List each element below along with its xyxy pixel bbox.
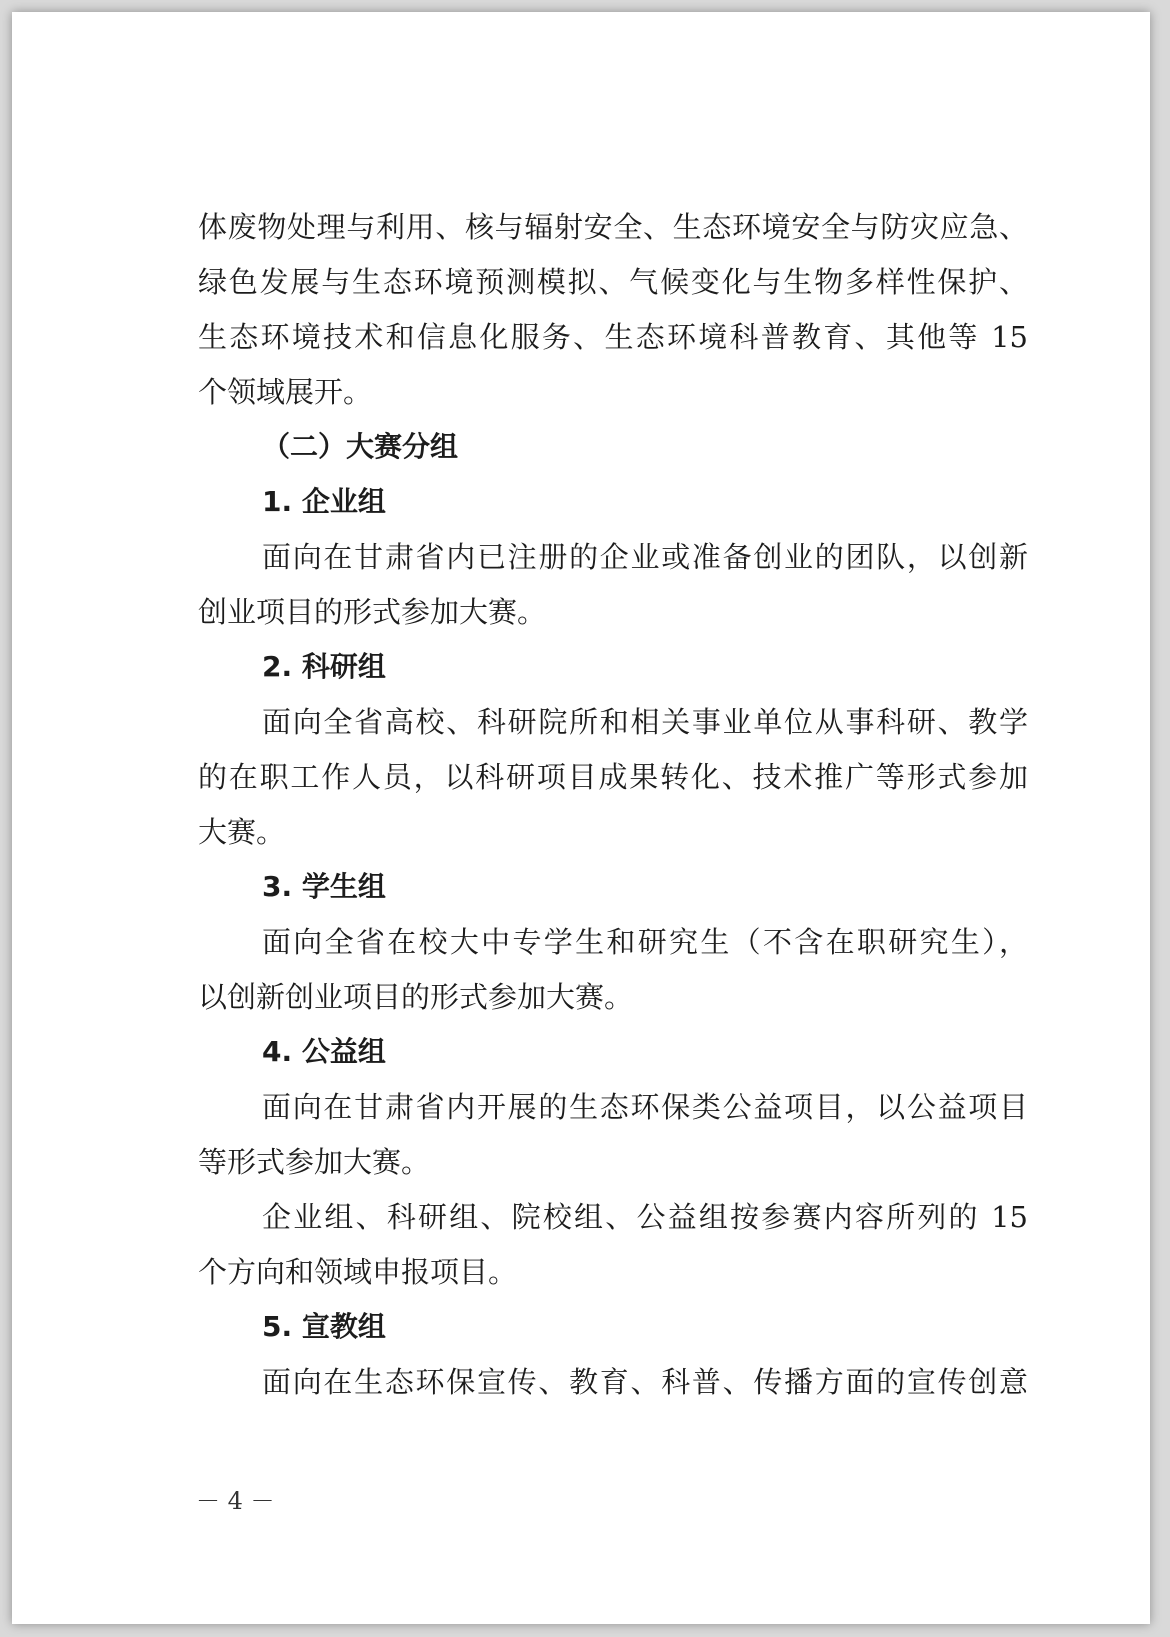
body-text-line: 企业组、科研组、院校组、公益组按参赛内容所列的 15 bbox=[262, 1200, 1028, 1234]
document-page bbox=[12, 12, 1150, 1624]
body-text-line: 绿色发展与生态环境预测模拟、气候变化与生物多样性保护、 bbox=[198, 265, 1028, 299]
group-heading-public-welfare: 4. 公益组 bbox=[262, 1035, 386, 1068]
body-text-line: 生态环境技术和信息化服务、生态环境科普教育、其他等 15 bbox=[198, 320, 1028, 354]
group-heading-education: 5. 宣教组 bbox=[262, 1310, 386, 1343]
body-text-line: 面向在甘肃省内已注册的企业或准备创业的团队，以创新 bbox=[262, 540, 1028, 574]
body-text-line: 个领域展开。 bbox=[198, 375, 373, 409]
body-text-line: 创业项目的形式参加大赛。 bbox=[198, 595, 547, 629]
body-text-line: 面向全省在校大中专学生和研究生（不含在职研究生）， bbox=[262, 925, 1028, 959]
page-number: － 4 － bbox=[196, 1487, 275, 1515]
body-text-line: 面向在生态环保宣传、教育、科普、传播方面的宣传创意 bbox=[262, 1365, 1028, 1399]
body-text-line: 个方向和领域申报项目。 bbox=[198, 1255, 518, 1289]
group-heading-student: 3. 学生组 bbox=[262, 870, 386, 903]
section-heading: （二）大赛分组 bbox=[262, 430, 459, 463]
body-text-line: 以创新创业项目的形式参加大赛。 bbox=[198, 980, 634, 1014]
body-text-line: 体废物处理与利用、核与辐射安全、生态环境安全与防灾应急、 bbox=[198, 210, 1028, 244]
body-text-line: 的在职工作人员，以科研项目成果转化、技术推广等形式参加 bbox=[198, 760, 1028, 794]
group-heading-enterprise: 1. 企业组 bbox=[262, 485, 386, 518]
body-text-line: 大赛。 bbox=[198, 815, 286, 849]
body-text-line: 面向在甘肃省内开展的生态环保类公益项目，以公益项目 bbox=[262, 1090, 1028, 1124]
body-text-line: 等形式参加大赛。 bbox=[198, 1145, 431, 1179]
body-text-line: 面向全省高校、科研院所和相关事业单位从事科研、教学 bbox=[262, 705, 1028, 739]
group-heading-research: 2. 科研组 bbox=[262, 650, 386, 683]
